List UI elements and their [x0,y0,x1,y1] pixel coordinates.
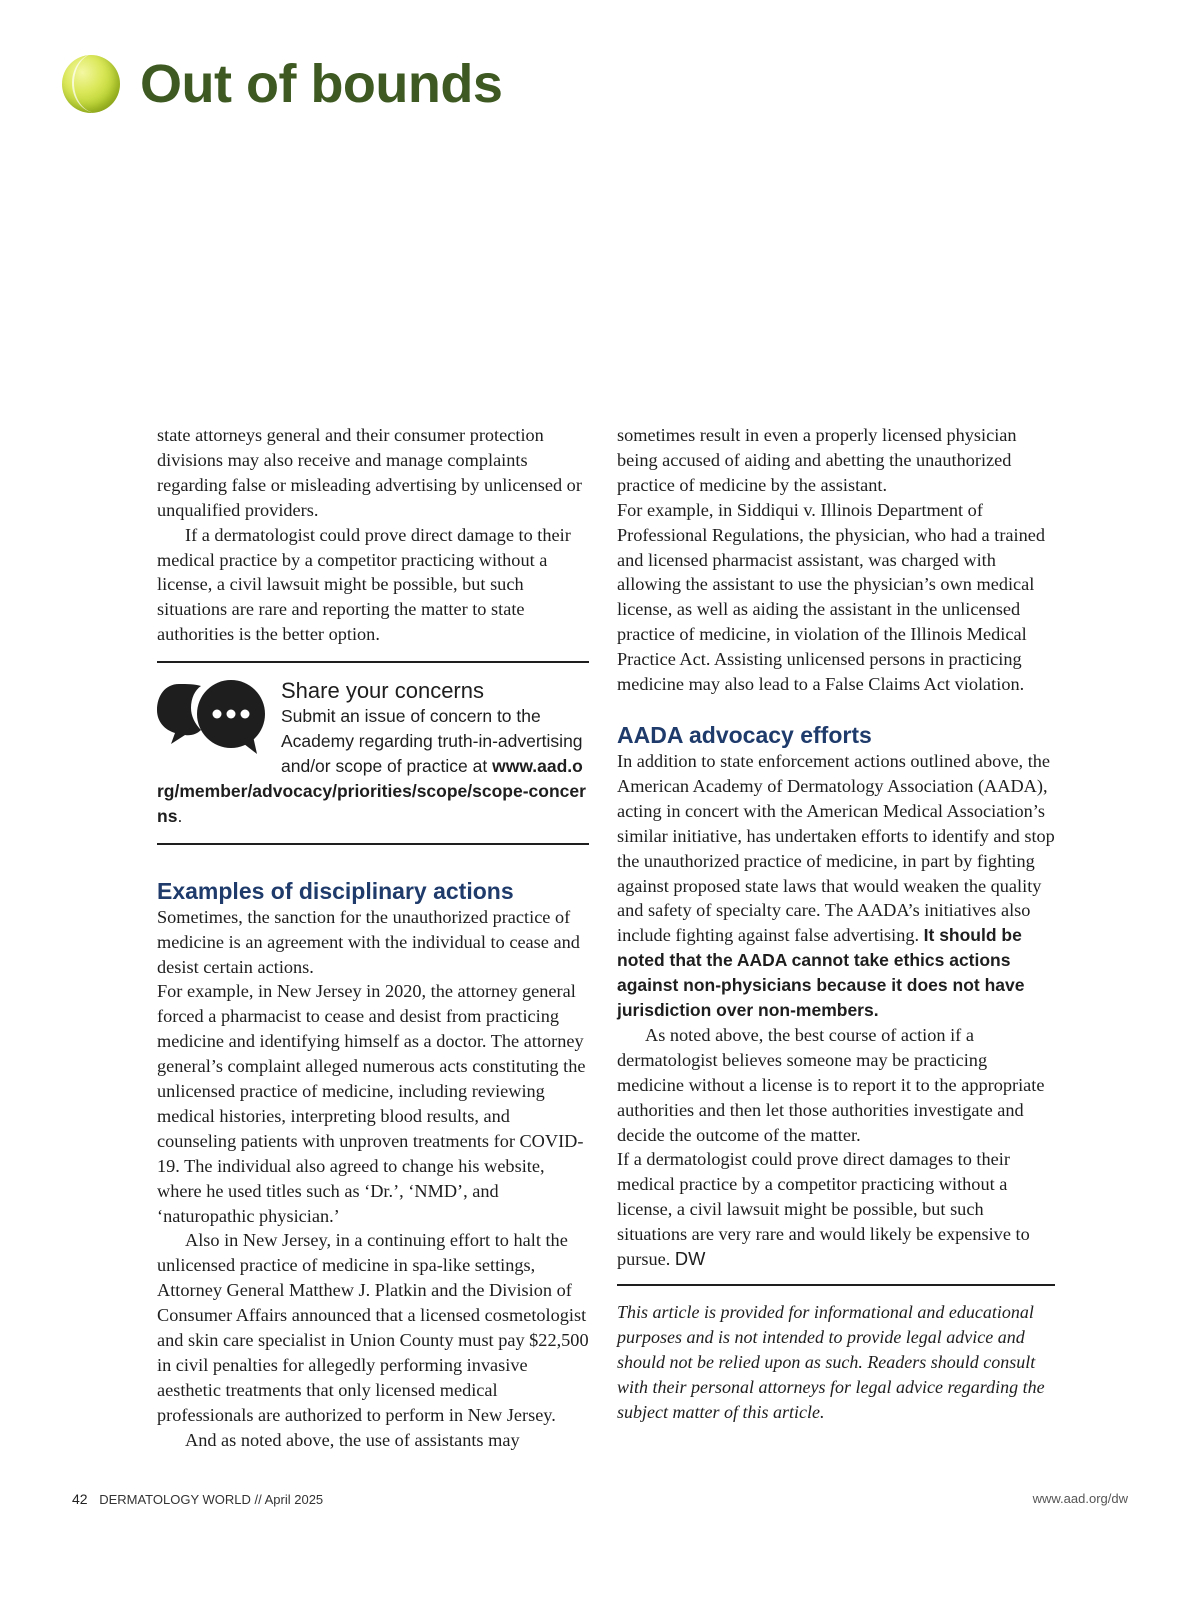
disclaimer: This article is provided for informational and educational purposes and is not intended to provide legal advice and should not be relied upon as such. Readers should consult with their personal attorneys for legal advice regarding the subject matter of this article. [617,1302,1045,1422]
left-column [157,423,589,1453]
disclaimer-divider [617,1284,1055,1286]
page-footer [72,1491,1128,1511]
aada-text: In addition to state enforcement actions outlined above, the American Academy of Dermatology Association (AADA), acting in concert with the American Medical Association’s similar initiative, has undertaken efforts to identify and stop the unauthorized practice of medicine, in part by fighting against proposed state laws that would weaken the quality and safety of specialty care. The AADA’s initiatives also include fighting against false advertising. [617,750,1055,946]
callout-body: Submit an issue of concern to the Academy regarding truth-in-advertising and/or scope of practice at [281,706,583,776]
examples-paragraph-2: For example, in New Jersey in 2020, the attorney general forced a pharmacist to cease and desist from practicing medicine and identifying himself as a doctor. The attorney general’s complaint alleged numerous acts constituting the unlicensed practice of medicine, including reviewing medical histories, interpreting blood results, and counseling patients with unproven treatments for COVID-19. The individual also agreed to change his website, where he used titles such as ‘Dr.’, ‘NMD’, and ‘naturopathic physician.’ [157,981,586,1226]
continued-paragraph: sometimes result in even a properly licensed physician being accused of aiding and abetting the unauthorized practice of medicine by the assistant. [617,425,1017,495]
damages-paragraph [617,1147,1055,1272]
share-concerns-callout [157,661,589,845]
aada-heading: AADA advocacy efforts [617,721,872,748]
noted-paragraph: As noted above, the best course of action if a dermatologist believes someone may be practicing medicine without a license is to report it to the appropriate authorities and then let those authorities investigate and decide the outcome of the matter. [617,1024,1045,1145]
examples-paragraph-4: And as noted above, the use of assistants may [185,1429,520,1450]
page-number: 42 [72,1491,88,1507]
callout-end: . [177,805,183,826]
aada-bold-note: It should be noted that the AADA cannot take ethics actions against non-physicians because it does not have jurisdiction over non-members. [617,925,1025,1021]
right-column [617,423,1055,1425]
dw-end-mark: DW [674,1248,706,1270]
examples-paragraph-1: Sometimes, the sanction for the unauthorized practice of medicine is an agreement with the individual to cease and desist certain actions. [157,906,580,977]
siddiqui-paragraph: For example, in Siddiqui v. Illinois Department of Professional Regulations, the physician, who had a trained and licensed pharmacist assistant, was charged with allowing the assistant to use the physician’s own medical license, as well as aiding the assistant in the unlicensed practice of medicine, in violation of the Illinois Medical Practice Act. Assisting unlicensed persons in practicing medicine may also lead to a False Claims Act violation. [617,499,1045,695]
footer-left [72,1491,323,1507]
damages-text: If a dermatologist could prove direct damages to their medical practice by a competitor practicing without a license, a civil lawsuit might be possible, but such situations are very rare and would likely be expensive to pursue. [617,1149,1030,1270]
tennis-ball-icon [62,55,120,113]
page-title: Out of bounds [140,54,503,114]
examples-paragraph-3: Also in New Jersey, in a continuing effort to halt the unlicensed practice of medicine in spa-like settings, Attorney General Matthew J. Platkin and the Division of Consumer Affairs announced that a licensed cosmetologist and skin care specialist in Union County must pay $22,500 in civil penalties for allegedly performing invasive aesthetic treatments that only licensed medical professionals are authorized to perform in New Jersey. [157,1230,589,1425]
website-link[interactable]: www.aad.org/dw [1032,1491,1128,1506]
intro-paragraph: state attorneys general and their consumer protection divisions may also receive and manage complaints regarding false or misleading advertising by unlicensed or unqualified providers. [157,425,582,520]
speech-bubbles-icon [157,678,275,754]
examples-heading: Examples of disciplinary actions [157,877,514,904]
scope-concerns-link[interactable]: www.aad.org/member/advocacy/priorities/scope/scope-concerns [157,755,586,826]
publication-info: DERMATOLOGY WORLD // April 2025 [99,1492,324,1507]
callout-title: Share your concerns [281,678,484,704]
aada-paragraph [617,749,1055,1023]
page-header [62,52,502,116]
damage-paragraph: If a dermatologist could prove direct damage to their medical practice by a competitor practicing without a license, a civil lawsuit might be possible, but such situations are rare and reporting the matter to state authorities is the better option. [157,524,571,645]
